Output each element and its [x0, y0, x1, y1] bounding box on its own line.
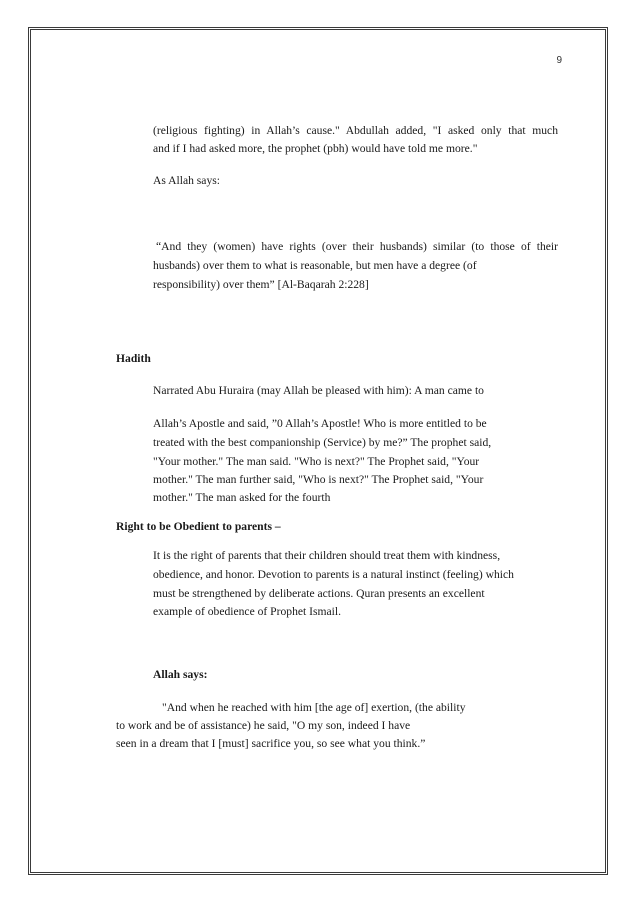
- allah-says-heading: Allah says:: [153, 668, 208, 681]
- para1-line-1: (religious fighting) in Allah’s cause." Abdullah added, "I asked only that much: [153, 124, 558, 137]
- para1-line-2: and if I had asked more, the prophet (pbh) would have told me more.": [153, 142, 478, 155]
- quote1-line-2: husbands) over them to what is reasonable, but men have a degree (of: [153, 259, 477, 272]
- obedience-line-2: obedience, and honor. Devotion to parents is a natural instinct (feeling) which: [153, 568, 514, 581]
- hadith-line-1: Allah’s Apostle and said, ”0 Allah’s Apostle! Who is more entitled to be: [153, 417, 487, 430]
- allah-says-line-1: "And when he reached with him [the age of] exertion, (the ability: [162, 701, 466, 714]
- allah-says-line-2: to work and be of assistance) he said, "O my son, indeed I have: [116, 719, 411, 732]
- hadith-line-4: mother." The man further said, "Who is next?" The Prophet said, "Your: [153, 473, 484, 486]
- obedience-line-4: example of obedience of Prophet Ismail.: [153, 605, 342, 618]
- page-number: 9: [556, 55, 562, 66]
- intro-text: As Allah says:: [153, 174, 220, 187]
- hadith-line-3: "Your mother." The man said. "Who is next?" The Prophet said, "Your: [153, 455, 480, 468]
- quote1-line-3: responsibility) over them” [Al-Baqarah 2:228]: [153, 278, 369, 291]
- hadith-line-2: treated with the best companionship (Service) by me?” The prophet said,: [153, 436, 492, 449]
- hadith-narration: Narrated Abu Huraira (may Allah be pleased with him): A man came to: [153, 384, 484, 397]
- obedience-line-1: It is the right of parents that their children should treat them with kindness,: [153, 549, 501, 562]
- hadith-line-5: mother." The man asked for the fourth: [153, 491, 331, 504]
- obedience-line-3: must be strengthened by deliberate actions. Quran presents an excellent: [153, 587, 485, 600]
- hadith-heading: Hadith: [116, 352, 151, 365]
- allah-says-line-3: seen in a dream that I [must] sacrifice you, so see what you think.”: [116, 737, 426, 750]
- quote1-line-1: “And they (women) have rights (over their husbands) similar (to those of their: [156, 240, 558, 253]
- obedience-heading: Right to be Obedient to parents –: [116, 520, 281, 533]
